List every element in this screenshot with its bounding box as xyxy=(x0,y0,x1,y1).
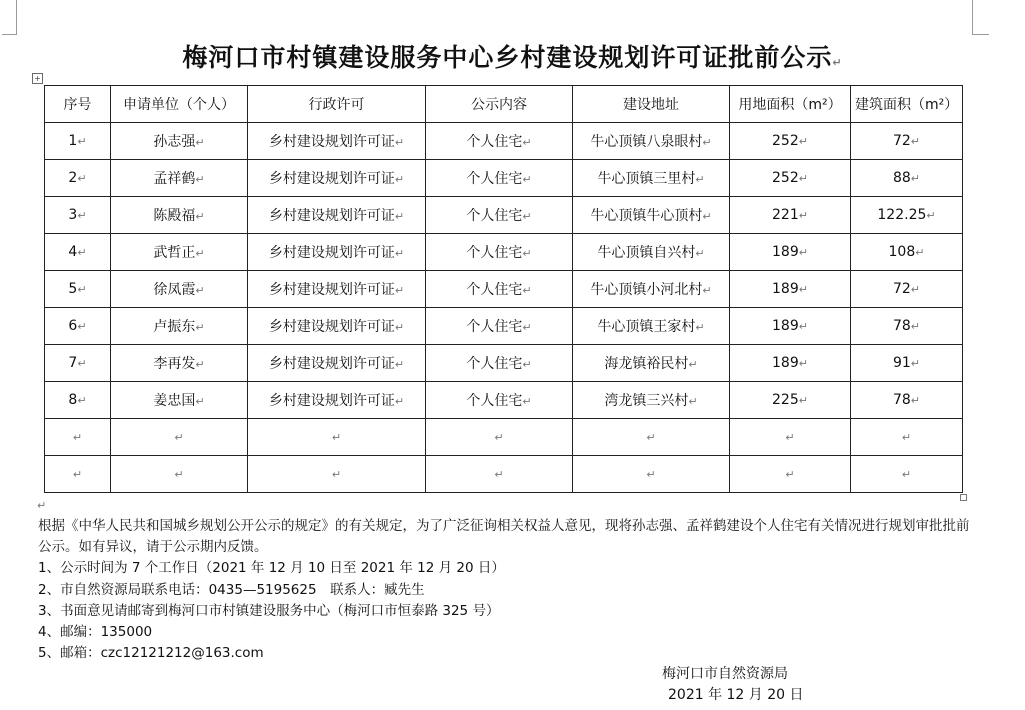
table-cell-text: 徐凤霞 xyxy=(153,282,196,298)
table-cell[interactable] xyxy=(45,382,111,419)
cell-end-mark-icon: ↵ xyxy=(77,394,87,407)
table-cell[interactable] xyxy=(248,308,426,345)
notice-item-phone: 2、市自然资源局联系电话：0435—5195625 联系人：臧先生 xyxy=(38,582,425,598)
table-row xyxy=(45,456,963,493)
cell-end-mark-icon: ↵ xyxy=(394,395,405,408)
cell-end-mark-icon: ↵ xyxy=(798,394,808,407)
table-cell-text: 5 xyxy=(68,281,78,297)
table-cell[interactable] xyxy=(851,271,963,308)
paragraph-mark-icon: ↵ xyxy=(832,56,843,69)
table-cell-text: 2 xyxy=(68,170,78,186)
cell-end-mark-icon: ↵ xyxy=(195,136,205,149)
table-cell-text: 个人住宅 xyxy=(466,245,523,261)
table-cell-text: 牛心顶镇牛心顶村 xyxy=(590,208,703,224)
cell-end-mark-icon: ↵ xyxy=(688,395,698,408)
table-cell[interactable] xyxy=(573,234,730,271)
table-cell-text: 个人住宅 xyxy=(466,208,523,224)
cell-end-mark-icon: ↵ xyxy=(77,135,87,148)
table-cell[interactable] xyxy=(851,123,963,160)
cell-end-mark-icon: ↵ xyxy=(195,321,205,334)
table-cell[interactable] xyxy=(248,271,426,308)
cell-end-mark-icon: ↵ xyxy=(785,431,795,444)
table-cell[interactable] xyxy=(426,160,573,197)
table-cell[interactable] xyxy=(45,123,111,160)
table-cell[interactable] xyxy=(573,308,730,345)
table-row xyxy=(45,382,963,419)
table-cell[interactable] xyxy=(111,197,248,234)
cell-end-mark-icon: ↵ xyxy=(646,468,656,481)
table-cell-text: 88 xyxy=(892,170,911,186)
notice-item-address: 3、书面意见请邮寄到梅河口市村镇建设服务中心（梅河口市恒泰路 325 号） xyxy=(38,603,500,619)
table-cell[interactable] xyxy=(730,197,851,234)
table-cell[interactable] xyxy=(573,345,730,382)
table-cell-text: 108 xyxy=(888,244,916,260)
cell-end-mark-icon: ↵ xyxy=(522,173,532,186)
table-cell[interactable] xyxy=(573,382,730,419)
cell-end-mark-icon: ↵ xyxy=(174,431,184,444)
table-row xyxy=(45,345,963,382)
table-cell-text: 乡村建设规划许可证 xyxy=(268,319,395,335)
table-cell[interactable] xyxy=(111,160,248,197)
table-cell-text: 个人住宅 xyxy=(466,134,523,150)
document-title-text: 梅河口市村镇建设服务中心乡村建设规划许可证批前公示 xyxy=(182,43,833,72)
table-cell[interactable] xyxy=(111,345,248,382)
signature-date: 2021 年 12 月 20 日 xyxy=(668,687,804,703)
table-cell[interactable] xyxy=(45,419,111,456)
table-cell[interactable] xyxy=(730,234,851,271)
cell-end-mark-icon: ↵ xyxy=(522,247,532,260)
cell-end-mark-icon: ↵ xyxy=(910,135,921,148)
cell-end-mark-icon: ↵ xyxy=(798,246,808,259)
cell-end-mark-icon: ↵ xyxy=(910,283,921,296)
table-cell[interactable] xyxy=(45,160,111,197)
cell-end-mark-icon: ↵ xyxy=(910,357,921,370)
cell-end-mark-icon: ↵ xyxy=(798,283,808,296)
table-cell[interactable] xyxy=(111,419,248,456)
table-row xyxy=(45,308,963,345)
cell-end-mark-icon: ↵ xyxy=(394,247,405,260)
cell-end-mark-icon: ↵ xyxy=(798,209,808,222)
table-cell-text: 189 xyxy=(772,244,799,260)
table-cell[interactable] xyxy=(111,382,248,419)
table-header-cell: 序号 xyxy=(45,86,111,123)
table-cell[interactable] xyxy=(45,234,111,271)
cell-end-mark-icon: ↵ xyxy=(702,284,712,297)
cell-end-mark-icon: ↵ xyxy=(522,358,532,371)
table-row xyxy=(45,271,963,308)
table-cell-text: 78 xyxy=(892,392,911,408)
table-cell[interactable] xyxy=(573,271,730,308)
table-cell[interactable] xyxy=(111,123,248,160)
table-cell[interactable] xyxy=(426,382,573,419)
table-header-cell: 行政许可 xyxy=(248,86,426,123)
cell-end-mark-icon: ↵ xyxy=(394,136,405,149)
cell-end-mark-icon: ↵ xyxy=(910,394,921,407)
table-header-row xyxy=(45,86,963,123)
table-cell[interactable] xyxy=(426,308,573,345)
table-header-cell: 公示内容 xyxy=(426,86,573,123)
paragraph-mark-icon: ↵ xyxy=(37,499,47,512)
cell-end-mark-icon: ↵ xyxy=(695,321,705,334)
cell-end-mark-icon: ↵ xyxy=(77,172,87,185)
table-cell-text: 姜忠国 xyxy=(153,393,196,409)
table-cell-text: 牛心顶镇小河北村 xyxy=(590,282,703,298)
table-cell[interactable] xyxy=(851,197,963,234)
cell-end-mark-icon: ↵ xyxy=(77,357,87,370)
table-cell-text: 武哲正 xyxy=(153,245,196,261)
table-cell-text: 牛心顶镇八泉眼村 xyxy=(590,134,703,150)
table-cell-text: 189 xyxy=(772,355,799,371)
table-cell[interactable] xyxy=(45,271,111,308)
table-cell-text: 252 xyxy=(772,133,799,149)
table-header-cell: 申请单位（个人） xyxy=(111,86,248,123)
table-cell-text: 个人住宅 xyxy=(466,356,523,372)
table-cell-text: 个人住宅 xyxy=(466,282,523,298)
table-cell[interactable] xyxy=(248,160,426,197)
table-cell[interactable] xyxy=(730,123,851,160)
cell-end-mark-icon: ↵ xyxy=(494,431,504,444)
table-cell-text: 78 xyxy=(892,318,911,334)
table-cell-text: 个人住宅 xyxy=(466,171,523,187)
cell-end-mark-icon: ↵ xyxy=(688,358,698,371)
table-cell-text: 225 xyxy=(772,392,799,408)
table-cell[interactable] xyxy=(45,308,111,345)
notice-item-email: 5、邮箱：czc12121212@163.com xyxy=(38,645,264,661)
permit-table xyxy=(44,85,963,493)
table-cell[interactable] xyxy=(730,419,851,456)
table-cell-text: 乡村建设规划许可证 xyxy=(268,245,395,261)
table-cell[interactable] xyxy=(851,382,963,419)
table-cell[interactable] xyxy=(426,345,573,382)
table-cell-text: 7 xyxy=(68,355,78,371)
cell-end-mark-icon: ↵ xyxy=(394,284,405,297)
table-cell[interactable] xyxy=(426,123,573,160)
table-header-cell: 建筑面积（m²） xyxy=(851,86,963,123)
cell-end-mark-icon: ↵ xyxy=(394,210,405,223)
table-cell-text: 个人住宅 xyxy=(466,319,523,335)
cell-end-mark-icon: ↵ xyxy=(522,284,532,297)
cell-end-mark-icon: ↵ xyxy=(522,136,532,149)
table-cell[interactable] xyxy=(851,345,963,382)
table-cell-text: 6 xyxy=(68,318,78,334)
table-cell-text: 乡村建设规划许可证 xyxy=(268,356,395,372)
table-cell[interactable] xyxy=(573,123,730,160)
table-cell[interactable] xyxy=(730,308,851,345)
cell-end-mark-icon: ↵ xyxy=(195,247,205,260)
cell-end-mark-icon: ↵ xyxy=(195,173,205,186)
table-cell[interactable] xyxy=(111,234,248,271)
table-cell-text: 252 xyxy=(772,170,799,186)
cell-end-mark-icon: ↵ xyxy=(901,431,912,444)
table-cell-text: 陈殿福 xyxy=(153,208,196,224)
table-cell[interactable] xyxy=(248,345,426,382)
table-cell-text: 72 xyxy=(892,133,911,149)
table-cell[interactable] xyxy=(248,197,426,234)
table-row xyxy=(45,197,963,234)
table-cell-text: 孙志强 xyxy=(153,134,196,150)
cell-end-mark-icon: ↵ xyxy=(195,395,205,408)
cell-end-mark-icon: ↵ xyxy=(522,210,532,223)
cell-end-mark-icon: ↵ xyxy=(695,173,705,186)
cell-end-mark-icon: ↵ xyxy=(77,283,87,296)
notice-item-postcode: 4、邮编：135000 xyxy=(38,624,153,640)
page-corner-mark-right xyxy=(972,0,989,35)
table-cell[interactable] xyxy=(573,456,730,493)
cell-end-mark-icon: ↵ xyxy=(195,284,205,297)
table-cell-text: 91 xyxy=(892,355,911,371)
table-cell[interactable] xyxy=(248,382,426,419)
table-cell[interactable] xyxy=(730,160,851,197)
cell-end-mark-icon: ↵ xyxy=(331,468,342,481)
table-cell[interactable] xyxy=(730,345,851,382)
table-cell-text: 乡村建设规划许可证 xyxy=(268,134,395,150)
cell-end-mark-icon: ↵ xyxy=(72,431,83,444)
notice-item-period: 1、公示时间为 7 个工作日（2021 年 12 月 10 日至 2021 年 12 月 20 日） xyxy=(38,560,505,576)
table-cell[interactable] xyxy=(248,123,426,160)
cell-end-mark-icon: ↵ xyxy=(910,320,921,333)
table-cell[interactable] xyxy=(426,271,573,308)
table-cell[interactable] xyxy=(426,419,573,456)
table-cell-text: 4 xyxy=(68,244,78,260)
table-cell[interactable] xyxy=(851,419,963,456)
table-cell-text: 189 xyxy=(772,318,799,334)
table-cell-text: 李再发 xyxy=(153,356,196,372)
table-cell-text: 孟祥鹤 xyxy=(153,171,196,187)
cell-end-mark-icon: ↵ xyxy=(72,468,83,481)
notice-intro: 根据《中华人民共和国城乡规划公开公示的规定》的有关规定，为了广泛征询相关权益人意见，现将孙志强、孟祥鹤建设个人住宅有关情况进行规划审批批前公示。如有异议，请于公示期内反馈。 xyxy=(38,518,970,555)
cell-end-mark-icon: ↵ xyxy=(915,246,925,259)
table-cell-text: 1 xyxy=(68,133,78,149)
table-cell[interactable] xyxy=(851,456,963,493)
cell-end-mark-icon: ↵ xyxy=(331,431,342,444)
table-cell[interactable] xyxy=(426,234,573,271)
table-cell[interactable] xyxy=(111,271,248,308)
table-cell[interactable] xyxy=(573,419,730,456)
table-cell[interactable] xyxy=(426,456,573,493)
table-cell[interactable] xyxy=(426,197,573,234)
cell-end-mark-icon: ↵ xyxy=(195,358,205,371)
page-corner-mark-left xyxy=(2,0,17,35)
cell-end-mark-icon: ↵ xyxy=(798,135,808,148)
table-row xyxy=(45,160,963,197)
table-cell-text: 海龙镇裕民村 xyxy=(604,356,689,372)
cell-end-mark-icon: ↵ xyxy=(174,468,184,481)
table-cell[interactable] xyxy=(248,456,426,493)
table-cell[interactable] xyxy=(111,308,248,345)
table-cell[interactable] xyxy=(45,456,111,493)
cell-end-mark-icon: ↵ xyxy=(195,210,205,223)
document-title xyxy=(0,38,1025,74)
cell-end-mark-icon: ↵ xyxy=(522,395,532,408)
cell-end-mark-icon: ↵ xyxy=(77,246,87,259)
cell-end-mark-icon: ↵ xyxy=(910,172,921,185)
table-cell[interactable] xyxy=(851,308,963,345)
table-cell-text: 牛心顶镇自兴村 xyxy=(597,245,696,261)
table-cell-text: 221 xyxy=(772,207,799,223)
table-resize-handle-icon[interactable] xyxy=(960,494,967,501)
table-row xyxy=(45,123,963,160)
table-move-handle-icon[interactable]: + xyxy=(32,73,43,84)
cell-end-mark-icon: ↵ xyxy=(926,209,936,222)
table-cell[interactable] xyxy=(573,197,730,234)
signature-org: 梅河口市自然资源局 xyxy=(662,666,788,682)
cell-end-mark-icon: ↵ xyxy=(494,468,504,481)
table-cell-text: 8 xyxy=(68,392,78,408)
table-header-cell: 建设地址 xyxy=(573,86,730,123)
table-cell[interactable] xyxy=(111,456,248,493)
table-cell-text: 牛心顶镇王家村 xyxy=(597,319,696,335)
cell-end-mark-icon: ↵ xyxy=(394,173,405,186)
cell-end-mark-icon: ↵ xyxy=(646,431,656,444)
cell-end-mark-icon: ↵ xyxy=(77,320,87,333)
cell-end-mark-icon: ↵ xyxy=(394,358,405,371)
table-cell-text: 乡村建设规划许可证 xyxy=(268,171,395,187)
table-cell-text: 3 xyxy=(68,207,78,223)
cell-end-mark-icon: ↵ xyxy=(785,468,795,481)
cell-end-mark-icon: ↵ xyxy=(702,136,712,149)
cell-end-mark-icon: ↵ xyxy=(901,468,912,481)
table-cell-text: 个人住宅 xyxy=(466,393,523,409)
table-cell[interactable] xyxy=(730,271,851,308)
table-cell[interactable] xyxy=(573,160,730,197)
table-cell[interactable] xyxy=(45,345,111,382)
cell-end-mark-icon: ↵ xyxy=(798,320,808,333)
cell-end-mark-icon: ↵ xyxy=(77,209,87,222)
table-cell-text: 卢振东 xyxy=(153,319,196,335)
table-cell-text: 189 xyxy=(772,281,799,297)
cell-end-mark-icon: ↵ xyxy=(798,172,808,185)
cell-end-mark-icon: ↵ xyxy=(394,321,405,334)
table-cell-text: 72 xyxy=(892,281,911,297)
table-cell[interactable] xyxy=(730,456,851,493)
table-cell[interactable] xyxy=(851,160,963,197)
table-cell[interactable] xyxy=(851,234,963,271)
table-cell-text: 122.25 xyxy=(877,207,927,223)
table-row xyxy=(45,419,963,456)
table-cell[interactable] xyxy=(45,197,111,234)
table-cell[interactable] xyxy=(248,419,426,456)
table-cell-text: 乡村建设规划许可证 xyxy=(268,282,395,298)
cell-end-mark-icon: ↵ xyxy=(522,321,532,334)
table-cell-text: 乡村建设规划许可证 xyxy=(268,208,395,224)
table-header-cell: 用地面积（m²） xyxy=(730,86,851,123)
table-cell-text: 乡村建设规划许可证 xyxy=(268,393,395,409)
table-cell-text: 牛心顶镇三里村 xyxy=(597,171,696,187)
table-cell-text: 湾龙镇三兴村 xyxy=(604,393,689,409)
cell-end-mark-icon: ↵ xyxy=(695,247,705,260)
table-cell[interactable] xyxy=(730,382,851,419)
cell-end-mark-icon: ↵ xyxy=(702,210,712,223)
table-row xyxy=(45,234,963,271)
table-cell[interactable] xyxy=(248,234,426,271)
cell-end-mark-icon: ↵ xyxy=(798,357,808,370)
